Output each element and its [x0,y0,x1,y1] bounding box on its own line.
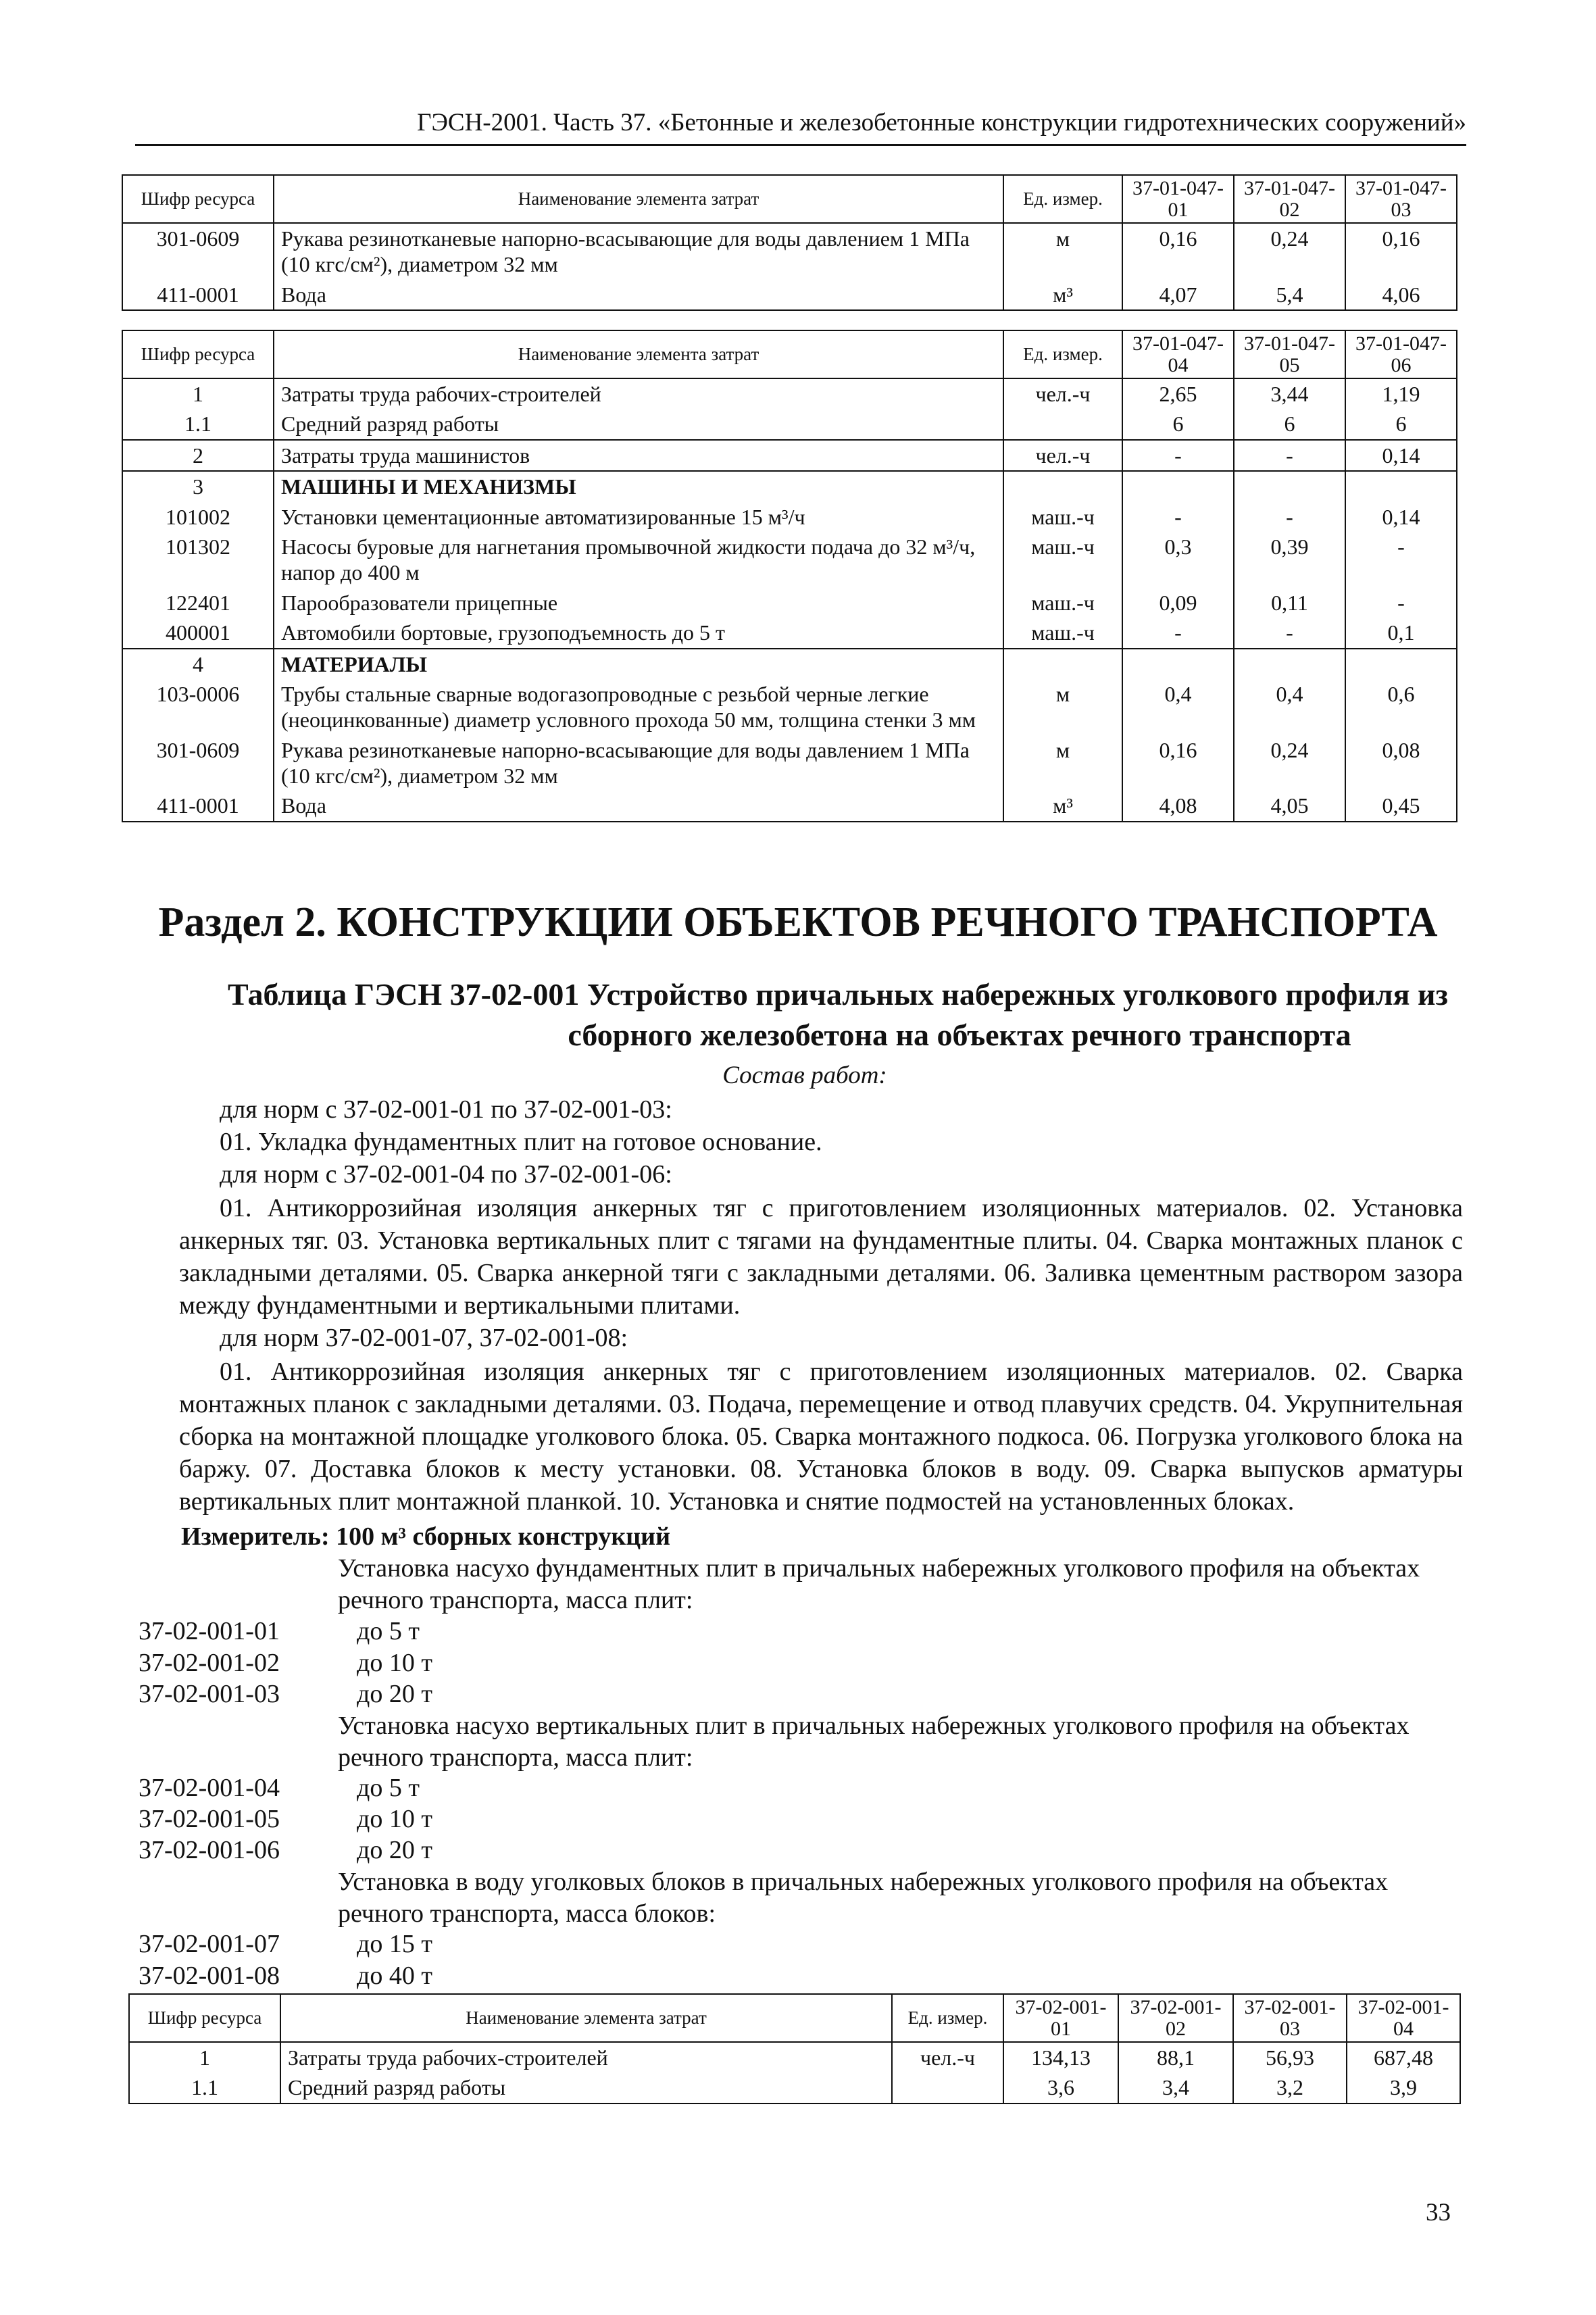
norm-desc: до 40 т [357,1962,432,1990]
table-row [122,679,1457,735]
cell-code: 122401 [122,588,274,618]
cell-value: 0,3 [1122,532,1234,588]
cell-value: 0,16 [1345,223,1457,280]
header-name: Наименование элемента затрат [274,330,1003,378]
header-unit: Ед. измер. [1003,175,1122,223]
cell-unit: чел.-ч [1003,440,1122,471]
cell-name: Затраты труда рабочих-строителей [274,378,1003,409]
cell-value: 0,16 [1122,735,1234,791]
norm-desc: до 10 т [357,1649,432,1677]
norm-group-text: Установка насухо вертикальных плит в причальных набережных уголкового профиля на объектах речного транспорта, масса плит: [338,1712,1410,1772]
table-title-line-1: Таблица ГЭСН 37-02-001 Устройство причальных набережных уголкового профиля из [228,977,1448,1012]
cell-unit: м³ [1003,280,1122,310]
cell-value: 6 [1122,409,1234,439]
header-code: Шифр ресурса [122,175,274,223]
cell-name: Автомобили бортовые, грузоподъемность до 5 т [274,618,1003,648]
cell-value: - [1234,502,1345,532]
norm-code: 37-02-001-01 [139,1617,280,1645]
header-norm: 37-01-047-02 [1234,175,1345,223]
norm-desc: до 5 т [357,1774,420,1802]
cell-name: Затраты труда машинистов [274,440,1003,471]
cell-unit: маш.-ч [1003,502,1122,532]
cell-unit: м [1003,735,1122,791]
cell-name: Парообразователи прицепные [274,588,1003,618]
cell-value: 3,6 [1003,2072,1118,2103]
norm-group-text: Установка в воду уголковых блоков в причальных набережных уголкового профиля на объектах речного транспорта, масса блоков: [338,1868,1389,1928]
page-number: 33 [1426,2199,1451,2226]
cell-value: - [1122,440,1234,471]
cell-value: 6 [1345,409,1457,439]
cell-value: 0,39 [1234,532,1345,588]
table-row [122,471,1457,501]
table-row [122,588,1457,618]
cell-value: 3,4 [1118,2072,1233,2103]
cell-value: 2,65 [1122,378,1234,409]
composition-group-text: 01. Укладка фундаментных плит на готовое основание. [220,1128,822,1156]
norm-code: 37-02-001-08 [139,1962,280,1990]
cell-name: Установки цементационные автоматизированные 15 м³/ч [274,502,1003,532]
header-unit: Ед. измер. [1003,330,1122,378]
cell-unit: маш.-ч [1003,532,1122,588]
cell-name: Трубы стальные сварные водогазопроводные с резьбой черные легкие (неоцинкованные) диаметр условного прохода 50 мм, толщина стенки 3 мм [274,679,1003,735]
cell-code: 1.1 [122,409,274,439]
table-row [122,618,1457,648]
header-norm: 37-02-001-01 [1003,1994,1118,2042]
table-header-row [122,330,1457,378]
header-norm: 37-02-001-04 [1347,1994,1460,2042]
cell-name: Затраты труда рабочих-строителей [280,2042,892,2072]
cell-value: 134,13 [1003,2042,1118,2072]
cell-group-title: МАШИНЫ И МЕХАНИЗМЫ [274,471,1003,501]
composition-caption: Состав работ: [722,1062,887,1089]
cell-value: 4,05 [1234,791,1345,821]
norm-desc: до 10 т [357,1805,432,1833]
resource-table-2 [122,330,1457,822]
cell-value: 0,24 [1234,223,1345,280]
cell-unit: м [1003,679,1122,735]
header-norm: 37-01-047-03 [1345,175,1457,223]
running-header-text: ГЭСН-2001. Часть 37. «Бетонные и железобетонные конструкции гидротехнических сооружений» [417,109,1466,136]
cell-value: - [1122,502,1234,532]
header-code: Шифр ресурса [129,1994,280,2042]
running-header [135,108,1466,146]
header-norm: 37-01-047-06 [1345,330,1457,378]
norm-desc: до 5 т [357,1617,420,1645]
header-code: Шифр ресурса [122,330,274,378]
norm-code: 37-02-001-07 [139,1930,280,1958]
header-norm: 37-02-001-02 [1118,1994,1233,2042]
cell-value: - [1234,440,1345,471]
cell-value: 6 [1234,409,1345,439]
cell-name: Насосы буровые для нагнетания промывочной жидкости подача до 32 м³/ч, напор до 400 м [274,532,1003,588]
cell-value: - [1345,532,1457,588]
header-norm: 37-01-047-05 [1234,330,1345,378]
table-row [122,223,1457,280]
cell-group-title: МАТЕРИАЛЫ [274,649,1003,679]
cell-value: 0,24 [1234,735,1345,791]
cell-value: - [1345,588,1457,618]
table-row [122,440,1457,471]
cell-value: 88,1 [1118,2042,1233,2072]
cell-unit: маш.-ч [1003,588,1122,618]
cell-code: 103-0006 [122,679,274,735]
cell-value: 0,6 [1345,679,1457,735]
cell-unit: чел.-ч [1003,378,1122,409]
table-row [122,409,1457,439]
cell-value: - [1234,618,1345,648]
section-heading: Раздел 2. КОНСТРУКЦИИ ОБЪЕКТОВ РЕЧНОГО ТРАНСПОРТА [158,899,1438,945]
cell-value: 56,93 [1233,2042,1347,2072]
cell-value: 0,16 [1122,223,1234,280]
cell-name: Вода [274,791,1003,821]
header-name: Наименование элемента затрат [274,175,1003,223]
cell-value: 0,45 [1345,791,1457,821]
composition-group-text: 01. Антикоррозийная изоляция анкерных тяг с приготовлением изоляционных материалов. 02. Сварка монтажных планок с закладными деталями. 03. Подача, перемещение и отвод плавучих средств. 04. Укрупнительная сборка на монтажной площадке уголкового блока. 05. Сварка монтажного подкоса. 06. Погрузка уголкового блока на баржу. 07. Доставка блоков к месту установки. 08. Установка блоков в воду. 09. Сварка выпусков арматуры вертикальных плит монтажной планкой. 10. Установка и снятие подмостей на установленных блоках. [179,1358,1463,1516]
header-unit: Ед. измер. [892,1994,1003,2042]
cell-value: 0,14 [1345,502,1457,532]
cell-value: 4,08 [1122,791,1234,821]
cell-value: 0,4 [1234,679,1345,735]
norm-code: 37-02-001-03 [139,1680,280,1708]
cell-unit: м [1003,223,1122,280]
cell-unit [892,2072,1003,2103]
table-header-row [129,1994,1460,2042]
norm-desc: до 20 т [357,1680,432,1708]
cell-code: 4 [122,649,274,679]
cell-value: 4,06 [1345,280,1457,310]
cell-value: 0,4 [1122,679,1234,735]
table-title-line-2: сборного железобетона на объектах речного транспорта [568,1018,1351,1052]
header-norm: 37-02-001-03 [1233,1994,1347,2042]
cell-value: 0,09 [1122,588,1234,618]
cell-code: 301-0609 [122,735,274,791]
norm-code: 37-02-001-05 [139,1805,280,1833]
cell-unit: маш.-ч [1003,618,1122,648]
cell-value: 0,1 [1345,618,1457,648]
norm-code: 37-02-001-04 [139,1774,280,1802]
cell-code: 301-0609 [122,223,274,280]
cell-unit: м³ [1003,791,1122,821]
cell-value: - [1122,618,1234,648]
cell-name: Рукава резинотканевые напорно-всасывающие для воды давлением 1 МПа (10 кгс/см²), диаметром 32 мм [274,735,1003,791]
header-norm: 37-01-047-04 [1122,330,1234,378]
cell-code: 3 [122,471,274,501]
table-row [122,280,1457,310]
cell-name: Средний разряд работы [274,409,1003,439]
composition-group-label: для норм с 37-02-001-01 по 37-02-001-03: [220,1095,672,1124]
norm-group-text: Установка насухо фундаментных плит в причальных набережных уголкового профиля на объектах речного транспорта, масса плит: [338,1554,1420,1614]
cell-value: 3,9 [1347,2072,1460,2103]
cell-value: 3,44 [1234,378,1345,409]
table-row [122,532,1457,588]
cell-code: 1 [122,378,274,409]
cell-value: 1,19 [1345,378,1457,409]
norm-code: 37-02-001-02 [139,1649,280,1677]
cell-name: Вода [274,280,1003,310]
composition-group-label: для норм 37-02-001-07, 37-02-001-08: [220,1324,628,1352]
cell-code: 2 [122,440,274,471]
table-header-row [122,175,1457,223]
cell-code: 101302 [122,532,274,588]
resource-table-1 [122,174,1457,311]
norm-desc: до 20 т [357,1836,432,1864]
resource-table-3 [128,1993,1461,2104]
measure-label: Измеритель: 100 м³ сборных конструкций [181,1522,670,1551]
cell-value: 5,4 [1234,280,1345,310]
norm-code: 37-02-001-06 [139,1836,280,1864]
cell-value: 0,14 [1345,440,1457,471]
table-row [129,2072,1460,2103]
cell-code: 411-0001 [122,280,274,310]
composition-group-text: 01. Антикоррозийная изоляция анкерных тяг с приготовлением изоляционных материалов. 02. Установка анкерных тяг. 03. Установка вертикальных плит с тягами на фундаментные плиты. 04. Сварка монтажных планок с закладными деталями. 05. Сварка анкерной тяги с закладными деталями. 06. Заливка цементным раствором зазора между фундаментными и вертикальными плитами. [179,1194,1463,1320]
norm-desc: до 15 т [357,1930,432,1958]
cell-code: 400001 [122,618,274,648]
cell-value: 0,08 [1345,735,1457,791]
header-norm: 37-01-047-01 [1122,175,1234,223]
cell-value: 4,07 [1122,280,1234,310]
composition-group-label: для норм с 37-02-001-04 по 37-02-001-06: [220,1160,672,1189]
cell-code: 101002 [122,502,274,532]
cell-unit: чел.-ч [892,2042,1003,2072]
table-row [129,2042,1460,2072]
cell-code: 1 [129,2042,280,2072]
cell-value: 687,48 [1347,2042,1460,2072]
table-row [122,735,1457,791]
cell-unit [1003,409,1122,439]
table-row [122,502,1457,532]
cell-name: Средний разряд работы [280,2072,892,2103]
cell-name: Рукава резинотканевые напорно-всасывающие для воды давлением 1 МПа (10 кгс/см²), диаметром 32 мм [274,223,1003,280]
cell-value: 3,2 [1233,2072,1347,2103]
header-name: Наименование элемента затрат [280,1994,892,2042]
cell-code: 411-0001 [122,791,274,821]
table-row [122,649,1457,679]
cell-code: 1.1 [129,2072,280,2103]
table-row [122,791,1457,821]
cell-value: 0,11 [1234,588,1345,618]
table-row [122,378,1457,409]
